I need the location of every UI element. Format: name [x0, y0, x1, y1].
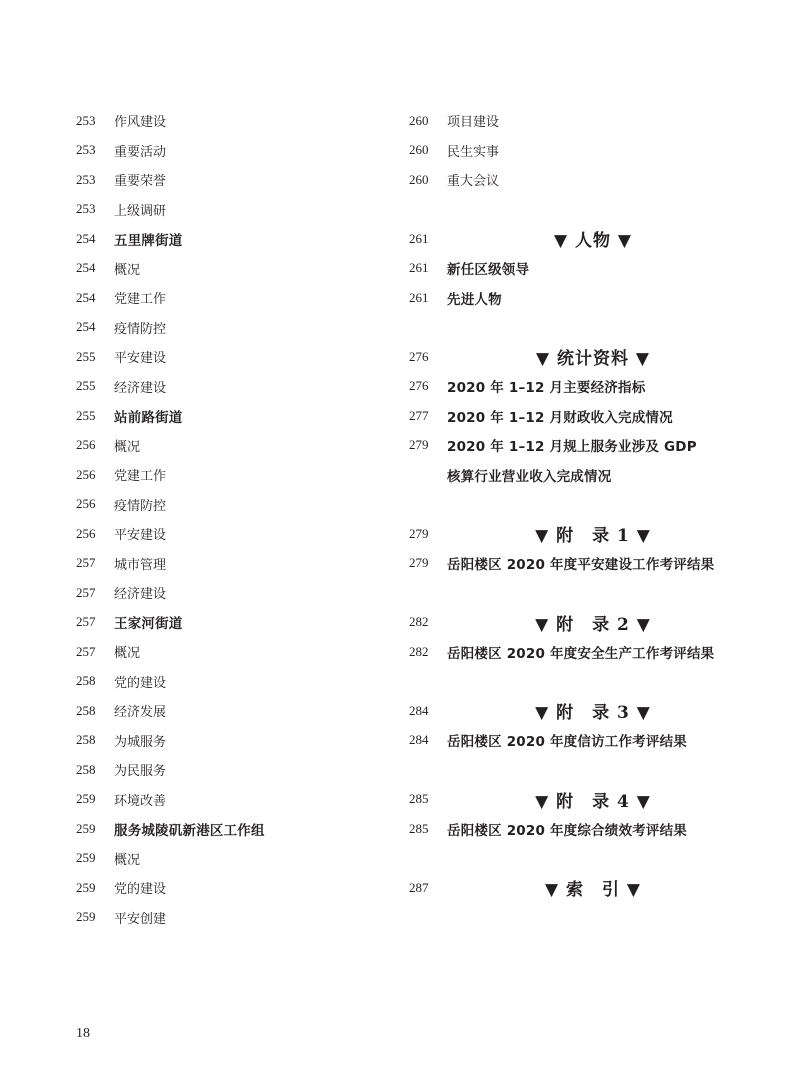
toc-title: 岳阳楼区 2020 年度平安建设工作考评结果 — [447, 557, 715, 574]
toc-page-number: 276 — [409, 348, 429, 364]
toc-page-number: 259 — [76, 909, 96, 925]
toc-spacer — [409, 313, 739, 343]
toc-page-number: 253 — [76, 112, 96, 128]
toc-entry-major — [409, 814, 739, 844]
toc-page-number: 257 — [76, 584, 96, 600]
toc-page-number: 258 — [76, 761, 96, 777]
toc-title: ▼ 人物 ▼ — [554, 231, 632, 252]
toc-title: 平安建设 — [114, 528, 167, 544]
toc-title: ▼ 附 录 2 ▼ — [535, 614, 651, 635]
toc-title: 党的建设 — [114, 675, 167, 691]
toc-page-number: 260 — [409, 171, 429, 187]
toc-title: 新任区级领导 — [447, 262, 530, 279]
toc-title: 重大会议 — [447, 174, 500, 190]
toc-entry — [409, 106, 739, 136]
toc-title: 先进人物 — [447, 291, 502, 308]
toc-entry — [76, 106, 376, 136]
toc-title: 城市管理 — [114, 557, 167, 573]
toc-section-heading — [409, 519, 739, 549]
toc-page-number: 253 — [76, 201, 96, 217]
toc-title: 项目建设 — [447, 115, 500, 131]
toc-page-number: 282 — [409, 643, 429, 659]
toc-page-number: 254 — [76, 230, 96, 246]
toc-page-number: 284 — [409, 702, 429, 718]
toc-entry — [76, 460, 376, 490]
toc-title: 上级调研 — [114, 203, 167, 219]
toc-page-number: 282 — [409, 614, 429, 630]
toc-page-number: 258 — [76, 732, 96, 748]
toc-page-number: 260 — [409, 112, 429, 128]
toc-title: 重要活动 — [114, 144, 167, 160]
toc-title: ▼ 附 录 1 ▼ — [535, 526, 651, 547]
toc-title: 平安创建 — [114, 911, 167, 927]
toc-page-number: 256 — [76, 525, 96, 541]
toc-right-column — [409, 106, 739, 903]
toc-section-heading — [409, 873, 739, 903]
toc-page-number: 253 — [76, 142, 96, 158]
toc-page-number: 287 — [409, 879, 429, 895]
toc-page-number: 257 — [76, 614, 96, 630]
toc-entry-major — [409, 549, 739, 579]
toc-page-number: 276 — [409, 378, 429, 394]
toc-entry — [76, 755, 376, 785]
toc-title: ▼ 索 引 ▼ — [545, 880, 641, 901]
toc-title: 岳阳楼区 2020 年度信访工作考评结果 — [447, 734, 687, 751]
toc-section-heading — [409, 696, 739, 726]
toc-section-heading — [409, 785, 739, 815]
toc-entry-major — [76, 224, 376, 254]
toc-entry — [76, 578, 376, 608]
toc-entry-major — [76, 401, 376, 431]
toc-entry — [76, 785, 376, 815]
toc-entry — [409, 136, 739, 166]
toc-title: 民生实事 — [447, 144, 500, 160]
toc-title: 概况 — [114, 646, 141, 662]
toc-entry — [409, 165, 739, 195]
toc-entry — [76, 549, 376, 579]
toc-spacer — [409, 755, 739, 785]
toc-title: 疫情防控 — [114, 321, 167, 337]
toc-title: 服务城陵矶新港区工作组 — [114, 822, 265, 839]
toc-title: 疫情防控 — [114, 498, 167, 514]
toc-title: 站前路街道 — [114, 409, 183, 426]
toc-title: 经济建设 — [114, 587, 167, 603]
toc-title: 概况 — [114, 852, 141, 868]
toc-entry-major — [409, 637, 739, 667]
toc-title: 党建工作 — [114, 292, 167, 308]
toc-spacer — [409, 844, 739, 874]
toc-title: 环境改善 — [114, 793, 167, 809]
toc-entry — [76, 637, 376, 667]
toc-title: 经济发展 — [114, 705, 167, 721]
toc-page-number: 284 — [409, 732, 429, 748]
toc-title: 作风建设 — [114, 115, 167, 131]
toc-spacer — [409, 490, 739, 520]
toc-entry — [76, 283, 376, 313]
toc-page-number: 259 — [76, 820, 96, 836]
toc-page-number: 256 — [76, 496, 96, 512]
toc-entry — [76, 726, 376, 756]
toc-title: 党建工作 — [114, 469, 167, 485]
toc-section-heading — [409, 224, 739, 254]
toc-page-number: 260 — [409, 142, 429, 158]
toc-entry — [76, 696, 376, 726]
toc-entry — [76, 165, 376, 195]
toc-entry-major — [409, 254, 739, 284]
toc-title: 为民服务 — [114, 764, 167, 780]
toc-title: 核算行业营业收入完成情况 — [447, 468, 612, 485]
toc-entry — [76, 519, 376, 549]
toc-section-heading — [409, 342, 739, 372]
toc-page-number: 285 — [409, 820, 429, 836]
page-number: 18 — [76, 1026, 90, 1041]
toc-title: 概况 — [114, 439, 141, 455]
toc-page-number: 254 — [76, 289, 96, 305]
toc-entry — [76, 667, 376, 697]
toc-page-number: 256 — [76, 466, 96, 482]
toc-entry-major — [409, 726, 739, 756]
toc-page-number: 254 — [76, 319, 96, 335]
toc-page-number: 285 — [409, 791, 429, 807]
toc-entry — [76, 195, 376, 225]
toc-page-number: 255 — [76, 378, 96, 394]
toc-title: 2020 年 1–12 月主要经济指标 — [447, 380, 646, 397]
toc-title: 重要荣誉 — [114, 174, 167, 190]
toc-page-number: 257 — [76, 643, 96, 659]
toc-page-number: 258 — [76, 702, 96, 718]
toc-title: 平安建设 — [114, 351, 167, 367]
toc-spacer — [409, 578, 739, 608]
toc-title: 党的建设 — [114, 882, 167, 898]
toc-entry — [76, 372, 376, 402]
toc-title: 经济建设 — [114, 380, 167, 396]
toc-entry — [76, 254, 376, 284]
toc-entry — [76, 136, 376, 166]
toc-page-number: 261 — [409, 230, 429, 246]
toc-entry-major — [76, 608, 376, 638]
toc-page-number: 256 — [76, 437, 96, 453]
toc-page-number: 279 — [409, 437, 429, 453]
toc-spacer — [409, 195, 739, 225]
toc-title: 为城服务 — [114, 734, 167, 750]
toc-title: 概况 — [114, 262, 141, 278]
toc-entry-continuation — [409, 460, 739, 490]
toc-page-number: 255 — [76, 407, 96, 423]
toc-entry — [76, 903, 376, 933]
toc-page-number: 259 — [76, 850, 96, 866]
toc-entry-major — [409, 401, 739, 431]
toc-spacer — [409, 667, 739, 697]
toc-title: ▼ 附 录 3 ▼ — [535, 703, 651, 724]
toc-entry — [76, 490, 376, 520]
toc-entry-major — [409, 372, 739, 402]
toc-title: ▼ 附 录 4 ▼ — [535, 791, 651, 812]
toc-entry — [76, 313, 376, 343]
toc-title: 2020 年 1–12 月财政收入完成情况 — [447, 409, 673, 426]
toc-entry-major — [409, 283, 739, 313]
toc-entry — [76, 873, 376, 903]
toc-entry-major — [409, 431, 739, 461]
toc-page-number: 254 — [76, 260, 96, 276]
toc-title: ▼ 统计资料 ▼ — [536, 349, 650, 370]
toc-page-number: 255 — [76, 348, 96, 364]
toc-title: 五里牌街道 — [114, 232, 183, 249]
toc-page-number: 279 — [409, 555, 429, 571]
toc-page-number: 258 — [76, 673, 96, 689]
toc-page-number: 259 — [76, 791, 96, 807]
toc-left-column — [76, 106, 376, 932]
toc-page-number: 259 — [76, 879, 96, 895]
toc-title: 王家河街道 — [114, 616, 183, 633]
toc-title: 岳阳楼区 2020 年度安全生产工作考评结果 — [447, 645, 715, 662]
toc-entry — [76, 431, 376, 461]
toc-page-number: 277 — [409, 407, 429, 423]
toc-entry — [76, 844, 376, 874]
toc-entry-major — [76, 814, 376, 844]
toc-title: 岳阳楼区 2020 年度综合绩效考评结果 — [447, 822, 687, 839]
toc-section-heading — [409, 608, 739, 638]
toc-page-number: 279 — [409, 525, 429, 541]
toc-page-number: 261 — [409, 260, 429, 276]
toc-entry — [76, 342, 376, 372]
toc-page-number: 257 — [76, 555, 96, 571]
toc-page-number: 253 — [76, 171, 96, 187]
toc-page-number: 261 — [409, 289, 429, 305]
toc-title: 2020 年 1–12 月规上服务业涉及 GDP — [447, 439, 697, 456]
